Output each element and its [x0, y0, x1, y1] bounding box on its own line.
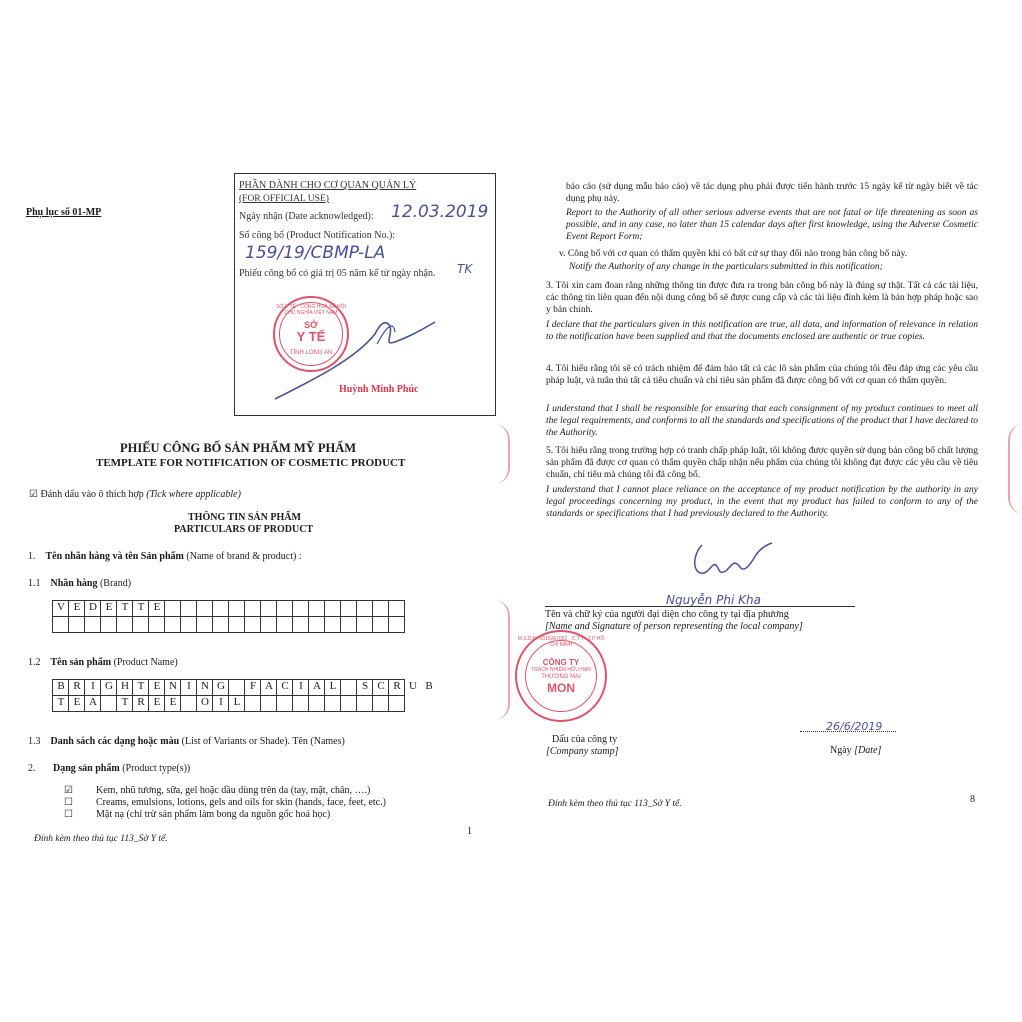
- seal-edge-mark: [494, 424, 510, 484]
- grid-letter: A: [89, 696, 97, 708]
- grid-letter: C: [377, 680, 385, 692]
- grid-cell: [373, 696, 389, 712]
- date-label-en: [Date]: [854, 745, 882, 756]
- grid-cell: [245, 601, 261, 617]
- grid-letter: V: [57, 601, 65, 613]
- grid-cell: [357, 696, 373, 712]
- product-name-line2: [53, 696, 245, 708]
- grid-cell: [277, 617, 293, 633]
- grid-letter: H: [121, 680, 129, 692]
- grid-letter: B: [57, 680, 65, 692]
- date-label-vn: Ngày: [830, 745, 852, 756]
- grid-cell: [293, 601, 309, 617]
- grid-letter: R: [73, 680, 81, 692]
- paragraph-4-vn: 4. Tôi hiểu rằng tôi sẽ có trách nhiệm để đảm bảo tất cả các lô sản phẩm của chúng tôi đều đáp ứng các yêu cầu pháp luật, và tuân thủ tất cả tiêu chuẩn và chỉ tiêu sản phẩm đã được công bố với cơ quan có thẩm quyền.: [546, 364, 978, 386]
- footer-left: Đính kèm theo thủ tục 113_Sở Y tế.: [34, 834, 168, 844]
- seal-edge-mark: [1008, 424, 1022, 514]
- grid-cell: [197, 617, 213, 633]
- official-use-box: [234, 173, 496, 416]
- signature-label-vn: Tên và chữ ký của người đại diện cho công ty tại địa phương: [545, 609, 789, 620]
- grid-cell: [277, 601, 293, 617]
- grid-letter: F: [249, 680, 257, 692]
- company-stamp-line1: CÔNG TY: [542, 658, 580, 667]
- grid-letter: E: [73, 601, 81, 613]
- section-1-1-number: 1.1: [28, 578, 41, 589]
- grid-letter: R: [137, 696, 145, 708]
- section-1-1-vn: Nhãn hàng: [50, 578, 98, 589]
- section-1-vn: Tên nhãn hàng và tên Sản phẩm: [45, 551, 184, 562]
- notification-number-label: Số công bố (Product Notification No.):: [239, 230, 396, 241]
- representative-signature: [690, 535, 780, 585]
- tick-instruction-vn: Đánh dấu vào ô thích hợp: [40, 489, 144, 500]
- grid-cell: [149, 617, 165, 633]
- validity-note: Phiếu công bố có giá trị 05 năm kể từ ngày nhận.: [239, 268, 436, 279]
- grid-cell: [325, 617, 341, 633]
- product-type-option-1-en: Creams, emulsions, lotions, gels and oils for skin (hands, face, feet, etc.): [96, 797, 386, 808]
- grid-cell: [309, 696, 325, 712]
- grid-letter: I: [187, 680, 191, 692]
- grid-cell: [341, 696, 357, 712]
- grid-letter: G: [105, 680, 113, 692]
- empty-box-icon: ☐: [64, 809, 73, 820]
- company-stamp-label-vn: Dấu của công ty: [552, 734, 618, 745]
- checked-box-icon: ☑: [64, 785, 73, 796]
- grid-letter: T: [137, 601, 145, 613]
- grid-cell: [325, 696, 341, 712]
- paragraph-3-en: I declare that the particulars given in this notification are true, all data, and information of relevance in relation to the notification have been supplied and that the documents enclosed are authentic or true copies.: [546, 320, 978, 342]
- company-stamp-ring-text: M.S.D.N: 0315067052 · C.T.Y · T.P HỒ CHÍ MINH: [517, 636, 605, 648]
- section-1-2: [28, 657, 178, 669]
- grid-cell: [181, 617, 197, 633]
- grid-letter: E: [169, 696, 177, 708]
- signature-label-en: [Name and Signature of person representing the local company]: [545, 621, 803, 632]
- grid-cell: [245, 617, 261, 633]
- representative-name: Nguyễn Phi Kha: [666, 593, 761, 607]
- tick-instruction: [29, 489, 241, 501]
- grid-cell: [229, 601, 245, 617]
- paragraph-v-vn: v. Công bố với cơ quan có thẩm quyền khi có bất cứ sự thay đổi nào trong bản công bố này.: [559, 249, 908, 259]
- company-stamp-line2: TRÁCH NHIỆM HỮU HẠN: [531, 667, 591, 673]
- stamp-top-text: SỞ Y TẾ · CỘNG HOÀ XÃ HỘI CHỦ NGHĨA VIỆT NAM: [276, 304, 346, 316]
- company-stamp: [515, 630, 607, 722]
- grid-cell: [373, 601, 389, 617]
- official-box-title: PHẦN DÀNH CHO CƠ QUAN QUẢN LÝ: [239, 180, 417, 191]
- seal-edge-mark: [494, 600, 510, 720]
- grid-letter: S: [361, 680, 369, 692]
- validity-initials: TK: [457, 262, 473, 276]
- section-1-3: [28, 736, 345, 748]
- paragraph-top-en: Report to the Authority of all other serious adverse events that are not fatal or life threatening as soon as possible, and in any case, no later than 15 calendar days after first knowledge, using the Adverse Cosmetic Event Report Form;: [566, 208, 978, 242]
- grid-letter: G: [217, 680, 225, 692]
- brand-letters: [53, 601, 165, 613]
- grid-letter: I: [299, 680, 303, 692]
- official-box-subtitle: (FOR OFFICIAL USE): [239, 194, 329, 204]
- footer-right: Đính kèm theo thủ tục 113_Sở Y tế.: [548, 799, 682, 809]
- grid-cell: [133, 617, 149, 633]
- signature-line: [545, 606, 855, 607]
- section-heading-vn: THÔNG TIN SẢN PHẨM: [188, 512, 301, 523]
- grid-letter: E: [105, 601, 113, 613]
- grid-cell: [277, 696, 293, 712]
- paragraph-5-en: I understand that I cannot place reliance on the acceptance of my product notification by the authority in any legal proceedings concerning my product, in the event that my product has failed to conform to any of the standards or specifications that I had previously declared to the Authority.: [546, 485, 978, 519]
- grid-cell: [213, 617, 229, 633]
- grid-cell: [229, 617, 245, 633]
- grid-letter: T: [121, 601, 129, 613]
- page-number-right: 8: [970, 794, 975, 805]
- grid-cell: [261, 696, 277, 712]
- grid-letter: E: [153, 601, 161, 613]
- grid-letter: A: [265, 680, 273, 692]
- section-1-number: 1.: [28, 551, 36, 562]
- grid-cell: [389, 617, 405, 633]
- grid-cell: [197, 601, 213, 617]
- grid-cell: [245, 696, 261, 712]
- company-stamp-label-en: [Company stamp]: [546, 746, 619, 757]
- grid-letter: D: [89, 601, 97, 613]
- company-stamp-line3: THƯƠNG MẠI: [541, 674, 581, 680]
- grid-letter: E: [153, 696, 161, 708]
- paragraph-top-vn: báo cáo (sử dụng mẫu báo cáo) về tác dụng phụ phải được tiến hành trước 15 ngày kể từ ngày biết về tác dụng phụ này.: [566, 182, 978, 204]
- grid-cell: [293, 617, 309, 633]
- date-handwritten: 26/6/2019: [826, 720, 883, 733]
- grid-letter: B: [425, 680, 433, 692]
- section-1-1: [28, 578, 131, 590]
- section-1-en: (Name of brand & product) :: [186, 551, 302, 562]
- date-line: [800, 731, 896, 732]
- grid-letter: R: [393, 680, 401, 692]
- grid-cell: [213, 601, 229, 617]
- grid-cell: [293, 696, 309, 712]
- grid-letter: T: [137, 680, 145, 692]
- paragraph-3-vn: 3. Tôi xin cam đoan rằng những thông tin được đưa ra trong bản công bố này là đúng sự thật. Tất cả các tài liệu, các thông tin liên quan đến nội dung công bố sẽ được cung cấp và các tài liệu đính kèm là bản hợp pháp hoặc sao y bản chính.: [546, 281, 978, 315]
- grid-cell: [357, 617, 373, 633]
- grid-cell: [261, 601, 277, 617]
- appendix-label: Phụ lục số 01-MP: [26, 207, 102, 218]
- grid-cell: [117, 617, 133, 633]
- grid-cell: [325, 601, 341, 617]
- product-type-option-2-vn: Mặt nạ (chỉ trừ sản phẩm làm bong da nguồn gốc hoá học): [96, 809, 331, 820]
- notification-number-value: 159/19/CBMP-LA: [245, 243, 386, 263]
- paragraph-5-vn: 5. Tôi hiểu rằng trong trường hợp có tranh chấp pháp luật, tôi không được quyền sử dụng bản công bố chất lượng sản phẩm đã được cơ quan có thẩm quyền chấp nhận nếu phẩm của chúng tôi không đạt được các yêu cầu về tiêu chuẩn, chỉ tiêu mà chúng tôi đã công bố.: [546, 446, 978, 480]
- document-title-en: TEMPLATE FOR NOTIFICATION OF COSMETIC PRODUCT: [96, 457, 406, 469]
- grid-cell: [341, 617, 357, 633]
- grid-cell: [389, 696, 405, 712]
- date-label: [830, 745, 881, 757]
- grid-letter: U: [409, 680, 417, 692]
- section-1-2-number: 1.2: [28, 657, 41, 668]
- grid-cell: [261, 617, 277, 633]
- grid-letter: O: [201, 696, 209, 708]
- stamp-bottom-text: TỈNH LONG AN: [289, 350, 333, 356]
- grid-cell: [165, 601, 181, 617]
- grid-letter: I: [91, 680, 95, 692]
- section-1-1-en: (Brand): [99, 578, 132, 589]
- section-1-2-vn: Tên sản phẩm: [50, 657, 112, 668]
- grid-letter: E: [73, 696, 81, 708]
- grid-letter: L: [233, 696, 241, 708]
- product-type-option-1-vn: Kem, nhũ tương, sữa, gel hoặc dầu dùng trên da (tay, mặt, chân, ….): [96, 785, 371, 796]
- grid-letter: E: [153, 680, 161, 692]
- paragraph-v-en: Notify the Authority of any change in the particulars submitted in this notification;: [569, 262, 883, 272]
- section-1-2-en: (Product Name): [113, 657, 178, 668]
- grid-letter: T: [121, 696, 129, 708]
- grid-cell: [341, 601, 357, 617]
- grid-cell: [357, 601, 373, 617]
- grid-letter: I: [219, 696, 223, 708]
- empty-box-icon: ☐: [64, 797, 73, 808]
- section-1: [28, 551, 302, 563]
- grid-cell: [309, 617, 325, 633]
- grid-cell: [389, 601, 405, 617]
- section-2-number: 2.: [28, 763, 36, 774]
- grid-letter: A: [313, 680, 321, 692]
- grid-letter: C: [281, 680, 289, 692]
- signer-name: Huỳnh Minh Phúc: [339, 384, 419, 395]
- grid-cell: [165, 617, 181, 633]
- grid-letter: T: [57, 696, 65, 708]
- stamp-center-line1: SỞ: [304, 320, 318, 330]
- document-title-vn: PHIẾU CÔNG BỐ SẢN PHẨM MỸ PHẨM: [120, 441, 357, 455]
- product-name-line1: [53, 680, 437, 692]
- tick-instruction-en: (Tick where applicable): [146, 489, 241, 500]
- grid-letter: L: [329, 680, 337, 692]
- grid-cell: [101, 617, 117, 633]
- page-number-left: 1: [467, 826, 472, 837]
- section-1-3-vn: Danh sách các dạng hoặc màu: [50, 736, 180, 747]
- grid-cell: [53, 617, 69, 633]
- grid-letter: N: [169, 680, 177, 692]
- checked-box-icon: ☑: [29, 489, 38, 500]
- section-2: [28, 763, 190, 775]
- section-2-vn: Dạng sản phẩm: [53, 763, 120, 774]
- section-1-3-en: (List of Variants or Shade). Tên (Names): [181, 736, 345, 747]
- grid-cell: [85, 617, 101, 633]
- grid-letter: N: [201, 680, 209, 692]
- grid-cell: [373, 617, 389, 633]
- grid-cell: [69, 617, 85, 633]
- date-acknowledged-label: Ngày nhận (Date acknowledged):: [239, 211, 374, 222]
- date-acknowledged-value: 12.03.2019: [391, 202, 489, 222]
- paragraph-4-en: I understand that I shall be responsible for ensuring that each consignment of my product continues to meet all the legal requirements, and conforms to all the standards and specifications of the product that I have declared to the Authority.: [546, 404, 978, 438]
- section-2-en: (Product type(s)): [122, 763, 191, 774]
- section-heading-en: PARTICULARS OF PRODUCT: [174, 524, 314, 535]
- grid-cell: [309, 601, 325, 617]
- stamp-center-line2: Y TẾ: [296, 329, 326, 344]
- company-stamp-line4: MON: [547, 681, 575, 695]
- section-1-3-number: 1.3: [28, 736, 41, 747]
- grid-cell: [181, 601, 197, 617]
